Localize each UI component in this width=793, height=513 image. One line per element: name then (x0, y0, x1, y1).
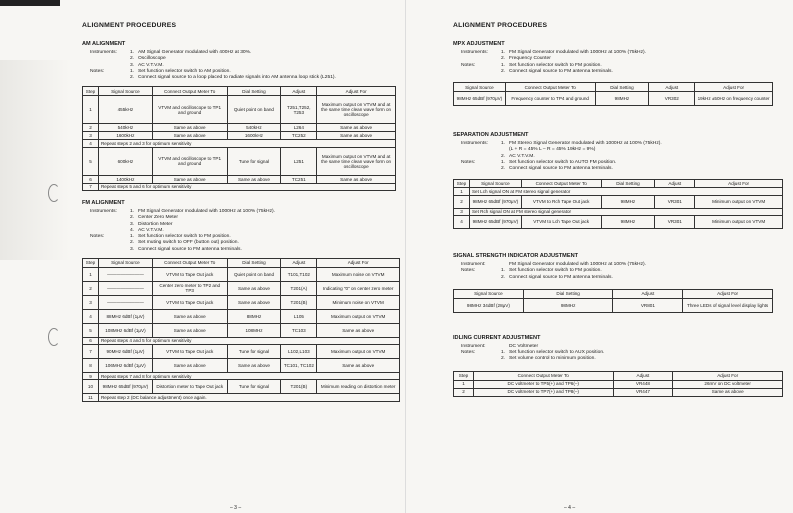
separation-table (453, 179, 783, 229)
adjust-cell: VR301 (655, 195, 695, 208)
source-cell: 98MHz 65dBf (970μV) (469, 195, 521, 208)
step-instruction: Repeat steps 4 and 5 for optimum sensitivity (98, 337, 399, 344)
table-header-row (454, 289, 773, 298)
column-header: Dial Setting (601, 179, 655, 188)
adjust-cell: VR448 (613, 380, 673, 388)
item-number: 1. (501, 141, 506, 147)
item-text: Set volume control to minimum position. (509, 356, 596, 362)
for-cell: Indicating "0" on center zero meter (317, 281, 400, 295)
section-heading: IDLING CURRENT ADJUSTMENT (453, 334, 541, 341)
source-cell: 540kHz (98, 124, 152, 132)
list-label: Instruments: (461, 141, 488, 147)
column-header: Step (83, 259, 99, 268)
table-header-row (83, 259, 400, 268)
item-number: 3. (130, 221, 135, 227)
list-label-spacer (90, 247, 130, 253)
list-label-spacer (461, 69, 501, 75)
section-heading: FM ALIGNMENT (82, 199, 125, 206)
dial-cell: Same as above (227, 295, 281, 309)
step-cell: 6 (83, 337, 99, 344)
item-number: 2. (130, 75, 135, 81)
table-header-row (454, 179, 783, 188)
fm-alignment-table (82, 258, 400, 402)
item-text: FM Signal Generator modulated with 1000Hz at 100% (75kHz). (138, 208, 276, 214)
column-header: Dial Setting (523, 289, 613, 298)
source-cell: ———————— (98, 295, 152, 309)
dial-cell: Tune for signal (227, 380, 281, 394)
column-header: Step (454, 179, 470, 188)
source-cell: 98MHz 65dBf (970μV) (454, 92, 506, 106)
table-row (83, 147, 396, 175)
for-cell: Same as above (317, 323, 400, 337)
item-text: Set function selector switch to AM position. (138, 68, 231, 74)
step-cell: 1 (83, 96, 99, 124)
table-row (83, 380, 400, 394)
step-cell: 3 (83, 132, 99, 140)
list-label: Notes: (90, 68, 105, 74)
item-text: FM Signal Generator modulated with 1000Hz at 100% (75kHz). (509, 261, 647, 267)
table-row (83, 323, 400, 337)
adjust-cell: T201(A) (281, 281, 317, 295)
list-label: Instrument: (461, 261, 486, 267)
item-text: Set function selector switch to FM position. (138, 234, 231, 240)
item-text: FM Signal Generator modulated with 1000Hz at 100% (75kHz). (509, 50, 647, 55)
item-number: 1. (130, 208, 135, 214)
item-text: Connect signal source to FM antenna terminals. (509, 274, 613, 280)
for-cell: Same as above (317, 124, 396, 132)
column-header: Connect Output Meter To (152, 87, 227, 96)
column-header: Adjust For (695, 179, 783, 188)
step-cell: 4 (83, 309, 99, 323)
list-label: Instrument: (461, 343, 486, 349)
connect-cell: DC voltmeter to TP5(+) and TP6(–) (473, 380, 613, 388)
column-header: Adjust For (317, 87, 396, 96)
table-row (83, 96, 396, 124)
dial-cell: Same as above (227, 359, 281, 373)
am-alignment-table (82, 86, 396, 190)
table-row (83, 373, 400, 380)
item-number: 1. (501, 268, 506, 274)
step-cell: 3 (454, 208, 470, 215)
section-heading: SEPARATION ADJUSTMENT (453, 132, 529, 139)
adjust-cell: L105 (281, 309, 317, 323)
table-row (83, 309, 400, 323)
table-row (83, 124, 396, 132)
list-label: Notes: (461, 268, 476, 274)
step-instruction: Repeat step 2 (DC balance adjustment) once again. (98, 394, 399, 401)
column-header: Adjust For (683, 289, 773, 298)
instrument-notes (453, 141, 793, 172)
connect-cell: Same as above (152, 132, 227, 140)
column-header: Step (83, 87, 99, 96)
for-cell: Same as above (317, 359, 400, 373)
item-number: 2. (501, 68, 506, 74)
dial-cell: Same as above (227, 281, 281, 295)
list-label-spacer (90, 75, 130, 81)
table-row (454, 380, 783, 388)
page-number: – 3 – (230, 505, 242, 511)
connect-cell: Same as above (152, 124, 227, 132)
for-cell: 19kHz ±50Hz on frequency counter (695, 92, 773, 106)
table-row (83, 359, 400, 373)
step-cell: 10 (83, 380, 99, 394)
for-cell: Maximum output on VTVM (317, 345, 400, 359)
table-row (83, 295, 400, 309)
instrument-notes (453, 262, 793, 281)
dial-cell: Same as above (227, 175, 281, 183)
step-cell: 8 (83, 359, 99, 373)
instrument-notes (82, 50, 405, 81)
list-label: Notes: (461, 350, 476, 356)
dial-cell: Quiet point on band (227, 267, 281, 281)
right-page (405, 0, 793, 513)
step-cell: 3 (83, 295, 99, 309)
adjust-cell: T201(B) (281, 380, 317, 394)
column-header: Adjust (281, 259, 317, 268)
column-header: Dial Setting (227, 259, 281, 268)
fm-alignment-section (82, 200, 405, 402)
step-cell: 2 (83, 281, 99, 295)
table-row (454, 298, 773, 312)
item-number: 1. (130, 68, 135, 74)
item-number: 2. (130, 240, 135, 246)
connect-cell: VTVM to Tape Out jack (152, 267, 227, 281)
for-cell: Same as above (317, 132, 396, 140)
source-cell: 108MHz 6dBf (1μV) (98, 323, 152, 337)
source-cell: ———————— (98, 267, 152, 281)
list-label: Instruments: (90, 50, 117, 55)
dial-cell: Tune for signal (227, 147, 281, 175)
page-title: ALIGNMENT PROCEDURES (453, 22, 548, 29)
list-label: Notes: (461, 159, 476, 165)
item-text: Set muting switch to OFF (button out) position. (138, 240, 239, 246)
dial-cell: 108MHz (227, 323, 281, 337)
source-cell: 1600kHz (98, 132, 152, 140)
table-row (83, 175, 396, 183)
item-text: AC V.T.V.M. (138, 227, 164, 233)
item-text: Connect signal source to FM antenna terminals. (509, 68, 613, 74)
item-number: 2. (501, 274, 506, 280)
signal-strength-table (453, 289, 773, 313)
dial-cell: 98MHz (523, 298, 613, 312)
connect-cell: VTVM to Tape Out jack (152, 345, 227, 359)
item-number: 1. (501, 62, 506, 68)
dial-cell: 1600kHz (227, 132, 281, 140)
for-cell: Same as above (673, 388, 783, 396)
item-number: 1. (501, 159, 506, 165)
column-header: Dial Setting (227, 87, 281, 96)
column-header: Signal Source (98, 259, 152, 268)
item-number: 2. (130, 56, 135, 62)
step-cell: 7 (83, 183, 99, 190)
source-cell: 106MHz 6dBf (1μV) (98, 359, 152, 373)
connect-cell: Distortion meter to Tape Out jack (152, 380, 227, 394)
column-header: Step (454, 371, 474, 380)
list-label-spacer (461, 356, 501, 362)
table-row (83, 337, 400, 344)
item-text: Oscilloscope (138, 56, 166, 62)
table-row (83, 345, 400, 359)
dial-cell: 98MHz (595, 92, 649, 106)
for-cell: 26mV on DC voltmeter (673, 380, 783, 388)
step-cell: 5 (83, 147, 99, 175)
step-cell: 1 (454, 380, 474, 388)
table-header-row (83, 87, 396, 96)
for-cell: Minimum noise on VTVM (317, 295, 400, 309)
section-heading: MPX ADJUSTMENT (453, 41, 505, 47)
step-cell: 2 (83, 124, 99, 132)
table-row (454, 92, 773, 106)
step-cell: 5 (83, 323, 99, 337)
item-text: AM Signal Generator modulated with 400Hz at 30%. (138, 50, 252, 55)
item-text: Set function selector switch to AUX position. (509, 350, 605, 356)
table-row (83, 140, 396, 147)
item-text: Center Zero Meter (138, 215, 178, 221)
for-cell: Minimum output on VTVM (695, 215, 783, 228)
connect-cell: Same as above (152, 359, 227, 373)
table-row (454, 188, 783, 195)
item-text: Set function selector switch to AUTO FM position. (509, 159, 617, 165)
item-number: 2. (130, 215, 135, 221)
adjust-cell: TC103 (281, 323, 317, 337)
item-number: 2. (501, 166, 506, 172)
for-cell: Minimum output on VTVM (695, 195, 783, 208)
step-cell: 9 (83, 373, 99, 380)
dial-cell: Tune for signal (227, 345, 281, 359)
source-cell: 1400kHz (98, 175, 152, 183)
item-number: 1. (501, 350, 506, 356)
instrument-notes (453, 50, 793, 75)
connect-cell: Same as above (152, 175, 227, 183)
page-number: – 4 – (564, 505, 576, 511)
column-header: Dial Setting (595, 83, 649, 92)
for-cell: Maximum output on VTVM and at the same time clean wave form on oscilloscope (317, 147, 396, 175)
connect-cell: VTVM to Rch Tape Out jack (521, 195, 601, 208)
list-label: Notes: (461, 62, 476, 68)
column-header: Signal Source (469, 179, 521, 188)
page-title: ALIGNMENT PROCEDURES (82, 22, 177, 29)
item-text: DC Voltmeter (509, 343, 539, 349)
table-header-row (454, 371, 783, 380)
dial-cell: Quiet point on band (227, 96, 281, 124)
idling-current-section (453, 335, 793, 397)
column-header: Adjust (613, 371, 673, 380)
step-cell: 2 (454, 195, 470, 208)
for-cell: Minimum reading on distortion meter (317, 380, 400, 394)
item-number: 3. (130, 246, 135, 252)
table-row (454, 195, 783, 208)
instrument-notes (453, 344, 793, 363)
column-header: Adjust (649, 83, 695, 92)
item-number: 4. (130, 227, 135, 233)
adjust-cell: L251 (281, 147, 317, 175)
step-cell: 6 (83, 175, 99, 183)
item-text: Set function selector switch to FM position. (509, 62, 602, 68)
table-row (83, 394, 400, 401)
instrument-notes (82, 209, 405, 253)
for-cell: Maximum output on VTVM (317, 309, 400, 323)
source-cell: 98MHz 34dBf (28μV) (454, 298, 524, 312)
item-text: AC V.T.V.M. (509, 153, 535, 159)
item-number: 3. (130, 62, 135, 68)
step-cell: 1 (454, 188, 470, 195)
item-number: 2. (501, 56, 506, 62)
dial-cell: 88MHz (227, 309, 281, 323)
item-text: Connect signal source to a loop placed to radiate signals into AM antenna loop stick (L251). (138, 75, 336, 81)
step-cell: 11 (83, 394, 99, 401)
column-header: Adjust For (317, 259, 400, 268)
adjust-cell: VR302 (649, 92, 695, 106)
table-row (83, 267, 400, 281)
item-text: AC V.T.V.M. (138, 62, 164, 68)
mpx-adjustment-section (453, 41, 793, 106)
step-instruction: Repeat steps 5 and 6 for optimum sensitivity (98, 183, 395, 190)
step-cell: 2 (454, 388, 474, 396)
item-number: 2. (501, 356, 506, 362)
table-header-row (454, 83, 773, 92)
dial-cell: 98MHz (601, 195, 655, 208)
adjust-cell: T251,T252, T253 (281, 96, 317, 124)
adjust-cell: VR801 (613, 298, 683, 312)
connect-cell: VTVM to Tape Out jack (152, 295, 227, 309)
dial-cell: 540kHz (227, 124, 281, 132)
adjust-cell: TC252 (281, 132, 317, 140)
adjust-cell: VR301 (655, 215, 695, 228)
column-header: Adjust For (673, 371, 783, 380)
column-header: Signal Source (454, 83, 506, 92)
adjust-cell: TC251 (281, 175, 317, 183)
step-cell: 4 (83, 140, 99, 147)
adjust-cell: L264 (281, 124, 317, 132)
connect-cell: Center zero meter to TP2 and TP3 (152, 281, 227, 295)
connect-cell: Same as above (152, 323, 227, 337)
adjust-cell: T201(B) (281, 295, 317, 309)
adjust-cell: L102,L103 (281, 345, 317, 359)
column-header: Adjust For (695, 83, 773, 92)
column-header: Connect Output Meter To (473, 371, 613, 380)
item-number: 2. (501, 153, 506, 159)
item-text: FM Stereo Signal Generator modulated with 1000Hz at 100% (75kHz). (509, 141, 662, 147)
step-instruction: Set Lch signal ON at FM stereo signal generator (469, 188, 782, 195)
table-row (454, 388, 783, 396)
connect-cell: Same as above (152, 309, 227, 323)
item-text: Frequency Counter (509, 56, 551, 62)
column-header: Connect Output Meter To (505, 83, 595, 92)
list-label-spacer (461, 275, 501, 281)
connect-cell: VTVM and oscilloscope to TP1 and ground (152, 147, 227, 175)
item-text: Connect signal source to FM antenna terminals. (138, 246, 242, 252)
connect-cell: VTVM to Lch Tape Out jack (521, 215, 601, 228)
adjust-cell: TC101, TC102 (281, 359, 317, 373)
step-cell: 1 (83, 267, 99, 281)
list-label-spacer (461, 166, 501, 172)
column-header: Signal Source (454, 289, 524, 298)
table-row (83, 183, 396, 190)
item-text: Distortion Meter (138, 221, 173, 227)
item-text: Connect signal source to FM antenna terminals. (509, 166, 613, 172)
item-text: Set function selector switch to FM position. (509, 268, 602, 274)
source-cell: 88MHz 6dBf (1μV) (98, 309, 152, 323)
separation-adjustment-section (453, 132, 793, 229)
source-cell: ———————— (98, 281, 152, 295)
for-cell: Three LEDs of signal level display lights (683, 298, 773, 312)
signal-strength-section (453, 253, 793, 313)
column-header: Connect Output Meter To (521, 179, 601, 188)
column-header: Adjust (613, 289, 683, 298)
idling-current-table (453, 371, 783, 397)
item-number: 1. (130, 234, 135, 240)
source-cell: 98MHz 65dBf (970μV) (98, 380, 152, 394)
for-cell: Maximum output on VTVM and at the same time clean wave form on oscilloscope (317, 96, 396, 124)
table-row (454, 208, 783, 215)
table-row (454, 215, 783, 228)
list-label: Instruments: (90, 208, 117, 214)
source-cell: 90MHz 6dBf (1μV) (98, 345, 152, 359)
connect-cell: DC voltmeter to TP7(+) and TP8(–) (473, 388, 613, 396)
mpx-table (453, 82, 773, 106)
list-label: Notes: (90, 234, 105, 240)
table-row (83, 132, 396, 140)
am-alignment-section (82, 41, 405, 191)
connect-cell: Frequency counter to TP4 and ground (505, 92, 595, 106)
step-instruction: Repeat steps 2 and 3 for optimum sensitivity (98, 140, 395, 147)
item-number: 1. (130, 50, 135, 55)
column-header: Adjust (655, 179, 695, 188)
item-number: 1. (501, 50, 506, 55)
item-text: (L + R = 45% L – R = 45% 19kHz = 9%) (509, 147, 596, 153)
source-cell: 98MHz 65dBf (970μV) (469, 215, 521, 228)
step-instruction: Set Rch signal ON at FM stereo signal generator (469, 208, 782, 215)
column-header: Connect Output Meter To (152, 259, 227, 268)
connect-cell: VTVM and oscilloscope to TP1 and ground (152, 96, 227, 124)
step-cell: 7 (83, 345, 99, 359)
section-heading: SIGNAL STRENGTH INDICATOR ADJUSTMENT (453, 252, 579, 259)
table-row (83, 281, 400, 295)
column-header: Signal Source (98, 87, 152, 96)
source-cell: 455kHz (98, 96, 152, 124)
adjust-cell: T101,T102 (281, 267, 317, 281)
dial-cell: 98MHz (601, 215, 655, 228)
for-cell: Maximum noise on VTVM (317, 267, 400, 281)
for-cell: Same as above (317, 175, 396, 183)
step-cell: 4 (454, 215, 470, 228)
source-cell: 600kHz (98, 147, 152, 175)
step-instruction: Repeat steps 7 and 8 for optimum sensitivity (98, 373, 399, 380)
list-label: Instruments: (461, 50, 488, 55)
adjust-cell: VR447 (613, 388, 673, 396)
section-heading: AM ALIGNMENT (82, 41, 126, 47)
column-header: Adjust (281, 87, 317, 96)
